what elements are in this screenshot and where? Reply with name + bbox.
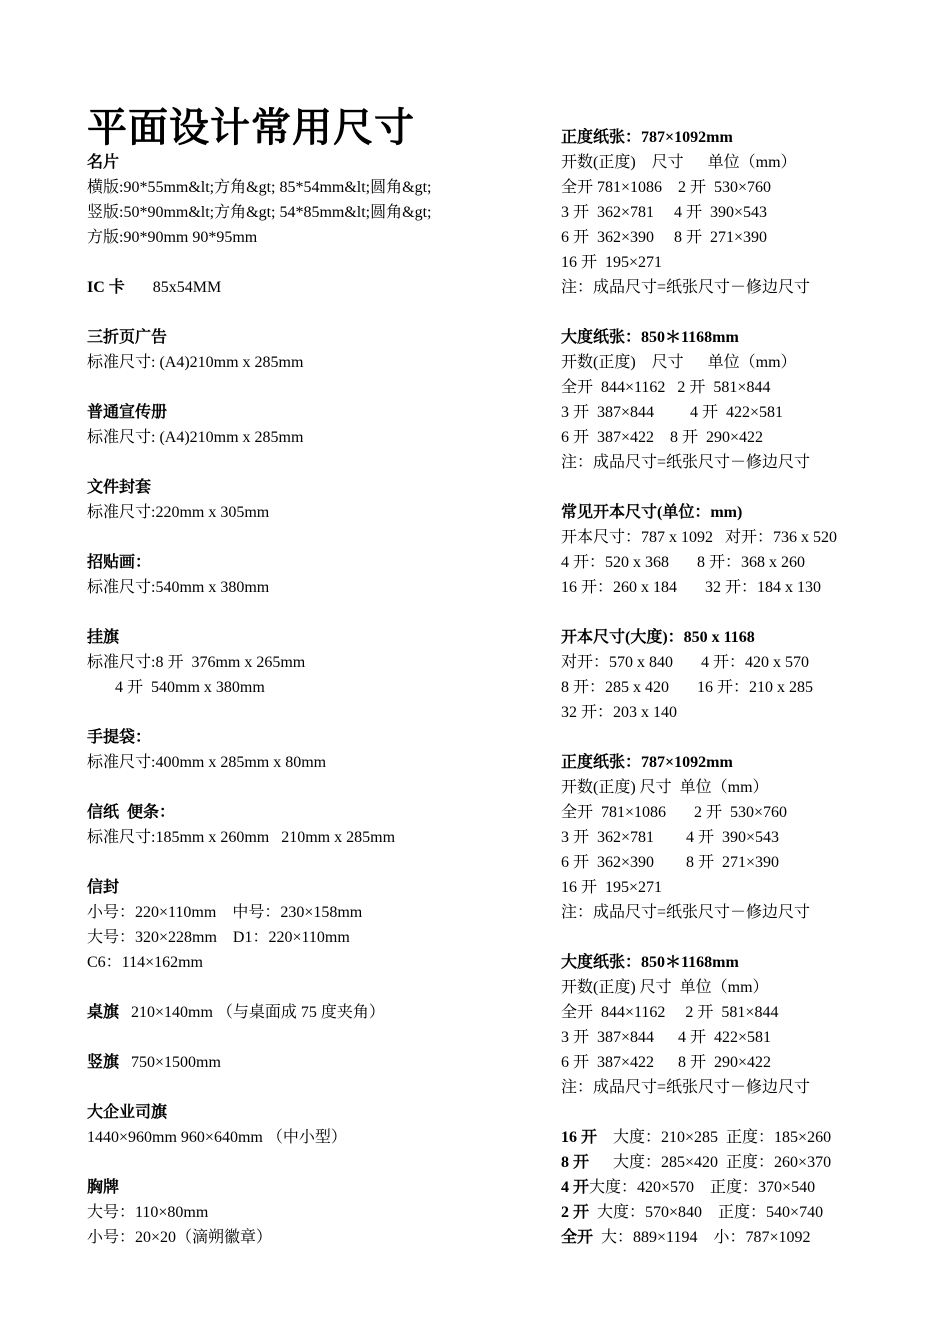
line-text: 大企业司旗 bbox=[87, 1104, 168, 1121]
section-heading bbox=[87, 325, 527, 350]
text-line bbox=[87, 675, 527, 700]
line-text: 4 开 540mm x 380mm bbox=[87, 679, 265, 696]
line-text: 大度纸张：850＊1168mm bbox=[561, 329, 739, 346]
text-line bbox=[87, 1125, 527, 1150]
blank-line bbox=[561, 925, 931, 950]
text-line bbox=[87, 350, 527, 375]
line-text: 竖版:50*90mm&lt;方角&gt; 54*85mm&lt;圆角&gt; bbox=[87, 204, 432, 221]
text-line bbox=[87, 1200, 527, 1225]
line-text: 8 开：285 x 420 16 开：210 x 285 bbox=[561, 679, 814, 696]
line-label: 桌旗 bbox=[87, 1004, 120, 1021]
line-text: 标准尺寸:400mm x 285mm x 80mm bbox=[87, 754, 327, 771]
text-line bbox=[561, 700, 931, 725]
text-line bbox=[87, 275, 527, 300]
line-text: 正度纸张：787×1092mm bbox=[561, 754, 733, 771]
line-label: 4 开 bbox=[561, 1179, 590, 1196]
line-label: 8 开 bbox=[561, 1154, 590, 1171]
line-text: 开数(正度) 尺寸 单位（mm） bbox=[561, 779, 769, 796]
blank-line bbox=[87, 250, 527, 275]
line-text: C6：114×162mm bbox=[87, 954, 203, 971]
blank-line bbox=[561, 725, 931, 750]
section-heading bbox=[87, 875, 527, 900]
text-line bbox=[87, 900, 527, 925]
text-line bbox=[561, 150, 931, 175]
line-text: 文件封套 bbox=[87, 479, 152, 496]
text-line bbox=[561, 1225, 931, 1250]
line-text: 4 开：520 x 368 8 开：368 x 260 bbox=[561, 554, 806, 571]
text-line bbox=[87, 825, 527, 850]
line-text: 3 开 362×781 4 开 390×543 bbox=[561, 829, 780, 846]
text-line bbox=[561, 1075, 931, 1100]
line-text: 标准尺寸:8 开 376mm x 265mm bbox=[87, 654, 306, 671]
line-text: 方版:90*90mm 90*95mm bbox=[87, 229, 258, 246]
text-line bbox=[561, 375, 931, 400]
text-line bbox=[561, 400, 931, 425]
line-text: 大号：110×80mm bbox=[87, 1204, 209, 1221]
line-text: 1440×960mm 960×640mm （中小型） bbox=[87, 1129, 347, 1146]
section-heading bbox=[87, 725, 527, 750]
line-text: 全开 844×1162 2 开 581×844 bbox=[561, 1004, 779, 1021]
blank-line bbox=[561, 600, 931, 625]
blank-line bbox=[87, 525, 527, 550]
line-text: 全开 844×1162 2 开 581×844 bbox=[561, 379, 771, 396]
line-text: 全开 781×1086 2 开 530×760 bbox=[561, 179, 772, 196]
line-text: 手提袋： bbox=[87, 729, 152, 746]
text-line bbox=[87, 1225, 527, 1250]
blank-line bbox=[87, 850, 527, 875]
line-text: 开本尺寸：787 x 1092 对开：736 x 520 bbox=[561, 529, 838, 546]
text-line bbox=[87, 650, 527, 675]
text-line bbox=[561, 275, 931, 300]
line-text: 注：成品尺寸=纸张尺寸－修边尺寸 bbox=[561, 279, 811, 296]
line-text: 6 开 362×390 8 开 271×390 bbox=[561, 229, 768, 246]
line-text: 大度：420×570 正度：370×540 bbox=[589, 1179, 816, 1196]
text-line bbox=[561, 1125, 931, 1150]
section-heading bbox=[87, 475, 527, 500]
text-line bbox=[87, 575, 527, 600]
text-line bbox=[561, 200, 931, 225]
text-line bbox=[561, 875, 931, 900]
line-text: 小号：20×20（滴朔徽章） bbox=[87, 1229, 273, 1246]
text-line bbox=[561, 1000, 931, 1025]
text-line bbox=[561, 1150, 931, 1175]
section-heading bbox=[561, 625, 931, 650]
text-line bbox=[561, 1200, 931, 1225]
line-text: 全开 781×1086 2 开 530×760 bbox=[561, 804, 788, 821]
line-text: 注：成品尺寸=纸张尺寸－修边尺寸 bbox=[561, 454, 811, 471]
text-line bbox=[87, 425, 527, 450]
text-line bbox=[561, 1025, 931, 1050]
line-text: 6 开 387×422 8 开 290×422 bbox=[561, 429, 764, 446]
text-line bbox=[87, 925, 527, 950]
line-text: 招贴画： bbox=[87, 554, 152, 571]
line-text: 16 开 195×271 bbox=[561, 879, 663, 896]
line-label: 16 开 bbox=[561, 1129, 598, 1146]
section-heading bbox=[87, 150, 527, 175]
text-line bbox=[87, 1050, 527, 1075]
text-line bbox=[561, 550, 931, 575]
right-column bbox=[561, 125, 931, 1250]
line-text: 3 开 387×844 4 开 422×581 bbox=[561, 1029, 772, 1046]
line-text: 16 开 195×271 bbox=[561, 254, 663, 271]
line-text: 名片 bbox=[87, 154, 120, 171]
line-text: 开数(正度) 尺寸 单位（mm） bbox=[561, 154, 797, 171]
blank-line bbox=[87, 1025, 527, 1050]
blank-line bbox=[87, 775, 527, 800]
line-text: 210×140mm （与桌面成 75 度夹角） bbox=[119, 1004, 385, 1021]
line-text: 正度纸张：787×1092mm bbox=[561, 129, 733, 146]
line-text: 大度：570×840 正度：540×740 bbox=[589, 1204, 824, 1221]
text-line bbox=[561, 850, 931, 875]
text-line bbox=[561, 650, 931, 675]
section-heading bbox=[87, 800, 527, 825]
section-heading bbox=[561, 325, 931, 350]
line-label: 全开 bbox=[561, 1229, 594, 1246]
line-text: 小号：220×110mm 中号：230×158mm bbox=[87, 904, 363, 921]
section-heading bbox=[87, 625, 527, 650]
text-line bbox=[561, 250, 931, 275]
section-heading bbox=[87, 1175, 527, 1200]
text-line bbox=[561, 800, 931, 825]
blank-line bbox=[561, 300, 931, 325]
line-text: 开数(正度) 尺寸 单位（mm） bbox=[561, 354, 797, 371]
line-text: 32 开：203 x 140 bbox=[561, 704, 678, 721]
line-text: 开本尺寸(大度)：850 x 1168 bbox=[561, 629, 755, 646]
text-line bbox=[87, 500, 527, 525]
blank-line bbox=[87, 300, 527, 325]
line-text: 标准尺寸: (A4)210mm x 285mm bbox=[87, 354, 304, 371]
line-text: 大度：285×420 正度：260×370 bbox=[589, 1154, 832, 1171]
line-text: 信封 bbox=[87, 879, 120, 896]
text-line bbox=[561, 825, 931, 850]
text-line bbox=[87, 750, 527, 775]
text-line bbox=[561, 675, 931, 700]
text-line bbox=[561, 225, 931, 250]
text-line bbox=[561, 525, 931, 550]
text-line bbox=[561, 175, 931, 200]
text-line bbox=[87, 1000, 527, 1025]
blank-line bbox=[561, 1100, 931, 1125]
blank-line bbox=[87, 1075, 527, 1100]
line-text: 85x54MM bbox=[124, 279, 222, 296]
section-heading bbox=[87, 1100, 527, 1125]
line-text: 注：成品尺寸=纸张尺寸－修边尺寸 bbox=[561, 1079, 811, 1096]
blank-line bbox=[87, 450, 527, 475]
line-text: 大度纸张：850＊1168mm bbox=[561, 954, 739, 971]
section-heading bbox=[561, 750, 931, 775]
text-line bbox=[561, 350, 931, 375]
left-column bbox=[87, 150, 527, 1250]
blank-line bbox=[87, 1150, 527, 1175]
section-heading bbox=[561, 500, 931, 525]
line-text: 三折页广告 bbox=[87, 329, 168, 346]
line-text: 常见开本尺寸(单位：mm) bbox=[561, 504, 743, 521]
line-text: 信纸 便条： bbox=[87, 804, 176, 821]
text-line bbox=[87, 225, 527, 250]
section-heading bbox=[87, 550, 527, 575]
line-text: 750×1500mm bbox=[119, 1054, 221, 1071]
line-text: 胸牌 bbox=[87, 1179, 120, 1196]
text-line bbox=[561, 575, 931, 600]
text-line bbox=[561, 1050, 931, 1075]
line-label: 竖旗 bbox=[87, 1054, 120, 1071]
line-text: 标准尺寸:185mm x 260mm 210mm x 285mm bbox=[87, 829, 396, 846]
text-line bbox=[561, 775, 931, 800]
page-title: 平面设计常用尺寸 bbox=[87, 105, 415, 151]
line-text: 3 开 362×781 4 开 390×543 bbox=[561, 204, 768, 221]
line-text: 大度：210×285 正度：185×260 bbox=[597, 1129, 832, 1146]
section-heading bbox=[87, 400, 527, 425]
blank-line bbox=[87, 975, 527, 1000]
line-text: 注：成品尺寸=纸张尺寸－修边尺寸 bbox=[561, 904, 811, 921]
line-text: 大：889×1194 小：787×1092 bbox=[593, 1229, 811, 1246]
text-line bbox=[561, 1175, 931, 1200]
text-line bbox=[561, 975, 931, 1000]
line-text: 标准尺寸: (A4)210mm x 285mm bbox=[87, 429, 304, 446]
line-text: 普通宣传册 bbox=[87, 404, 168, 421]
line-text: 挂旗 bbox=[87, 629, 120, 646]
section-heading bbox=[561, 950, 931, 975]
line-text: 16 开：260 x 184 32 开：184 x 130 bbox=[561, 579, 822, 596]
text-line bbox=[561, 425, 931, 450]
line-text: 开数(正度) 尺寸 单位（mm） bbox=[561, 979, 769, 996]
line-text: 对开：570 x 840 4 开：420 x 570 bbox=[561, 654, 810, 671]
text-line bbox=[87, 175, 527, 200]
line-text: 标准尺寸:540mm x 380mm bbox=[87, 579, 270, 596]
blank-line bbox=[561, 475, 931, 500]
line-text: 大号：320×228mm D1：220×110mm bbox=[87, 929, 350, 946]
line-label: 2 开 bbox=[561, 1204, 590, 1221]
text-line bbox=[561, 450, 931, 475]
section-heading bbox=[561, 125, 931, 150]
line-text: 6 开 362×390 8 开 271×390 bbox=[561, 854, 780, 871]
line-text: 3 开 387×844 4 开 422×581 bbox=[561, 404, 784, 421]
line-text: 横版:90*55mm&lt;方角&gt; 85*54mm&lt;圆角&gt; bbox=[87, 179, 432, 196]
blank-line bbox=[87, 700, 527, 725]
text-line bbox=[87, 200, 527, 225]
text-line bbox=[561, 900, 931, 925]
line-text: 6 开 387×422 8 开 290×422 bbox=[561, 1054, 772, 1071]
blank-line bbox=[87, 600, 527, 625]
blank-line bbox=[87, 375, 527, 400]
line-label: IC 卡 bbox=[87, 279, 125, 296]
text-line bbox=[87, 950, 527, 975]
line-text: 标准尺寸:220mm x 305mm bbox=[87, 504, 270, 521]
